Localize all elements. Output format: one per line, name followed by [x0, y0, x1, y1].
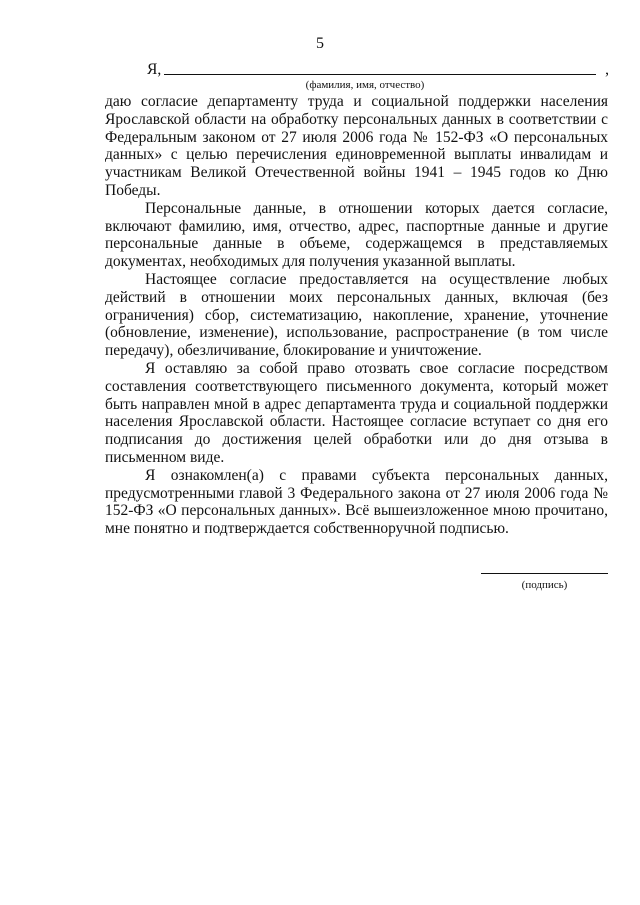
- name-line: [147, 60, 609, 80]
- page-number: 5: [316, 35, 324, 52]
- consent-text: [105, 93, 608, 538]
- trailing-comma: ,: [605, 61, 609, 78]
- signature-caption: (подпись): [521, 579, 568, 591]
- ya-label: Я,: [147, 61, 162, 78]
- paragraph-personal-data: Персональные данные, в отношении которых дается согласие, включают фамилию, имя, отчество, адрес, паспортные данные и другие персональные данные в объеме, содержащемся в представляемых документах, необходимых для получения указанной выплаты.: [105, 199, 608, 271]
- signature-line: [481, 573, 608, 574]
- fio-blank-line: [164, 74, 596, 75]
- paragraph-revocation: Я оставляю за собой право отозвать свое согласие посредством составления соответствующего письменного документа, который может быть направлен мной в адрес департамента труда и социальной поддержки населения Ярославской области. Настоящее согласие вступает со дня его подписания до достижения целей обработки или до дня отзыва в письменном виде.: [105, 359, 608, 466]
- fio-caption: (фамилия, имя, отчество): [305, 79, 425, 91]
- paragraph-consent: даю согласие департаменту труда и социальной поддержки населения Ярославской области на обработку персональных данных в соответствии с Федеральным законом от 27 июля 2006 года № 152-ФЗ «О персональных данных» с целью перечисления единовременной выплаты инвалидам и участникам Великой Отечественной войны 1941 – 1945 годов ко Дню Победы.: [105, 93, 608, 199]
- paragraph-actions: Настоящее согласие предоставляется на осуществление любых действий в отношении моих персональных данных, включая (без ограничения) сбор, систематизацию, накопление, хранение, уточнение (обновление, изменение), использование, распространение (в том числе передачу), обезличивание, блокирование и уничтожение.: [105, 270, 608, 360]
- paragraph-acknowledgement: Я ознакомлен(а) с правами субъекта персональных данных, предусмотренными главой 3 Федерального закона от 27 июля 2006 года № 152-ФЗ «О персональных данных». Всё вышеизложенное мною прочитано, мне понятно и подтверждается собственноручной подписью.: [105, 466, 608, 538]
